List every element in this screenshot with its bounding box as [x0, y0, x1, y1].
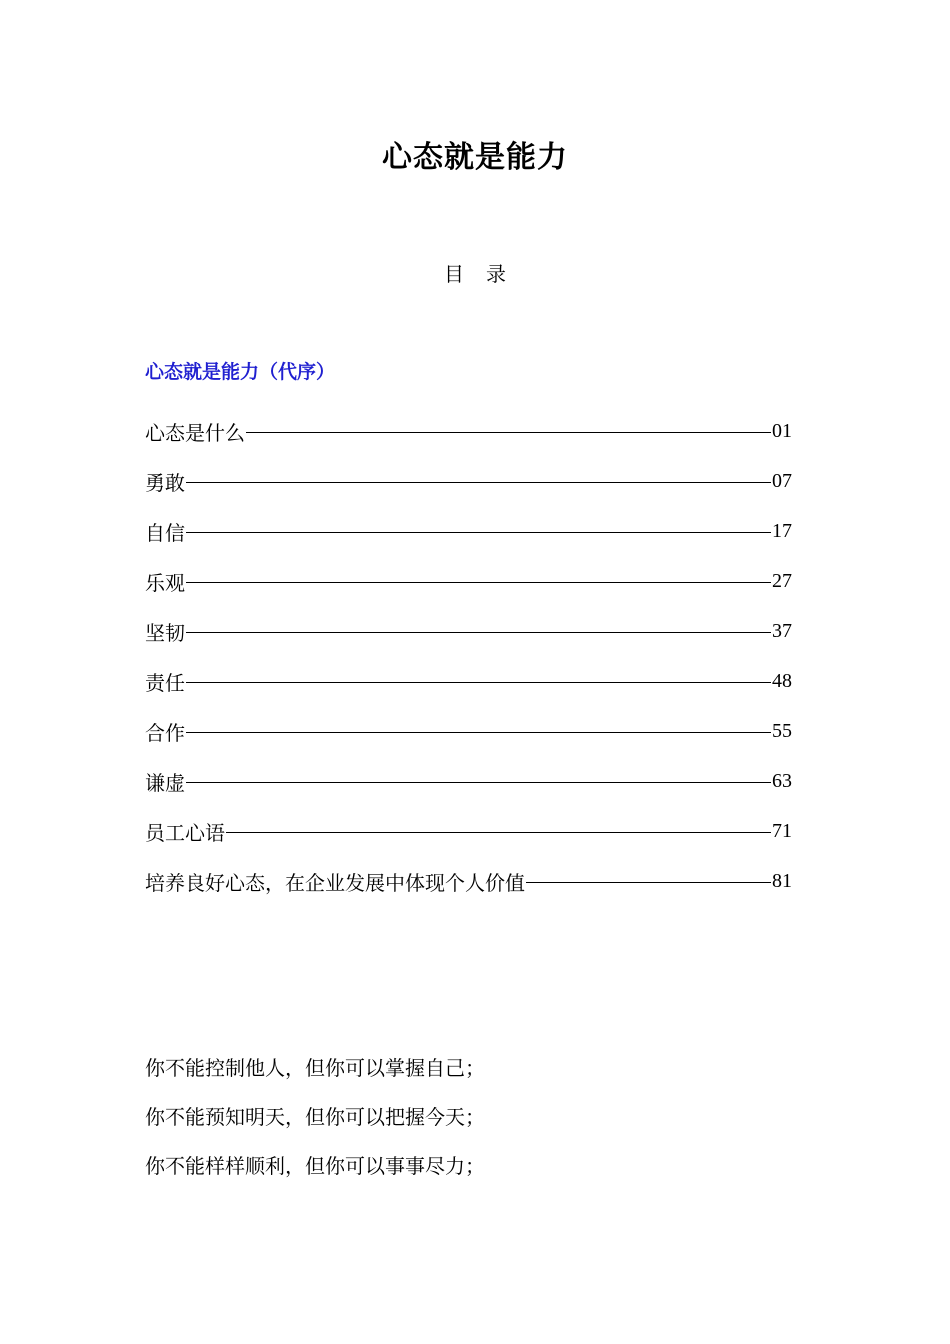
- toc-leader-line: [186, 782, 771, 783]
- toc-leader-line: [186, 682, 771, 683]
- quote-list: [145, 1054, 485, 1201]
- toc-entry-page-number: 71: [772, 819, 792, 842]
- toc-entry-page-number: 48: [772, 669, 792, 692]
- toc-entry[interactable]: [145, 456, 792, 506]
- toc-entry-page-number: 01: [772, 419, 792, 442]
- toc-leader-line: [226, 832, 771, 833]
- toc-leader-line: [186, 632, 771, 633]
- toc-entry-label: 坚韧: [145, 620, 185, 645]
- toc-entry-label: 谦虚: [145, 770, 185, 795]
- quote-line: 你不能预知明天，但你可以把握今天；: [145, 1105, 485, 1129]
- toc-entry[interactable]: [145, 806, 792, 856]
- quote-line: 你不能控制他人，但你可以掌握自己；: [145, 1056, 485, 1080]
- toc-entry-label: 员工心语: [145, 820, 225, 845]
- toc-entry[interactable]: [145, 706, 792, 756]
- toc-entry-label: 自信: [145, 520, 185, 545]
- toc-entry[interactable]: [145, 656, 792, 706]
- toc-preface-link[interactable]: 心态就是能力（代序）: [145, 361, 336, 383]
- toc-entry-label: 心态是什么: [145, 420, 245, 445]
- toc-leader-line: [186, 732, 771, 733]
- toc-entry-label: 勇敢: [145, 470, 185, 495]
- toc-entry-page-number: 17: [772, 519, 792, 542]
- toc-heading-char-2: 录: [486, 262, 506, 286]
- toc-leader-line: [246, 432, 771, 433]
- toc-entry-page-number: 63: [772, 769, 792, 792]
- document-title: 心态就是能力: [382, 140, 568, 175]
- toc-entry-label: 合作: [145, 720, 185, 745]
- toc-heading: [0, 258, 950, 287]
- toc-entry[interactable]: [145, 856, 792, 906]
- table-of-contents: [145, 406, 792, 906]
- toc-leader-line: [186, 582, 771, 583]
- toc-entry-label: 乐观: [145, 570, 185, 595]
- toc-leader-line: [186, 482, 771, 483]
- toc-entry-label: 责任: [145, 670, 185, 695]
- quote-line: 你不能样样顺利，但你可以事事尽力；: [145, 1154, 485, 1178]
- toc-entry[interactable]: [145, 406, 792, 456]
- toc-leader-line: [526, 882, 771, 883]
- toc-entry[interactable]: [145, 756, 792, 806]
- toc-leader-line: [186, 532, 771, 533]
- toc-entry[interactable]: [145, 506, 792, 556]
- toc-heading-char-1: 目: [444, 262, 464, 286]
- toc-entry-page-number: 07: [772, 469, 792, 492]
- toc-entry-label: 培养良好心态，在企业发展中体现个人价值: [145, 870, 525, 895]
- toc-entry-page-number: 37: [772, 619, 792, 642]
- toc-entry[interactable]: [145, 556, 792, 606]
- toc-entry-page-number: 81: [772, 869, 792, 892]
- toc-entry-page-number: 55: [772, 719, 792, 742]
- toc-entry-page-number: 27: [772, 569, 792, 592]
- toc-entry[interactable]: [145, 606, 792, 656]
